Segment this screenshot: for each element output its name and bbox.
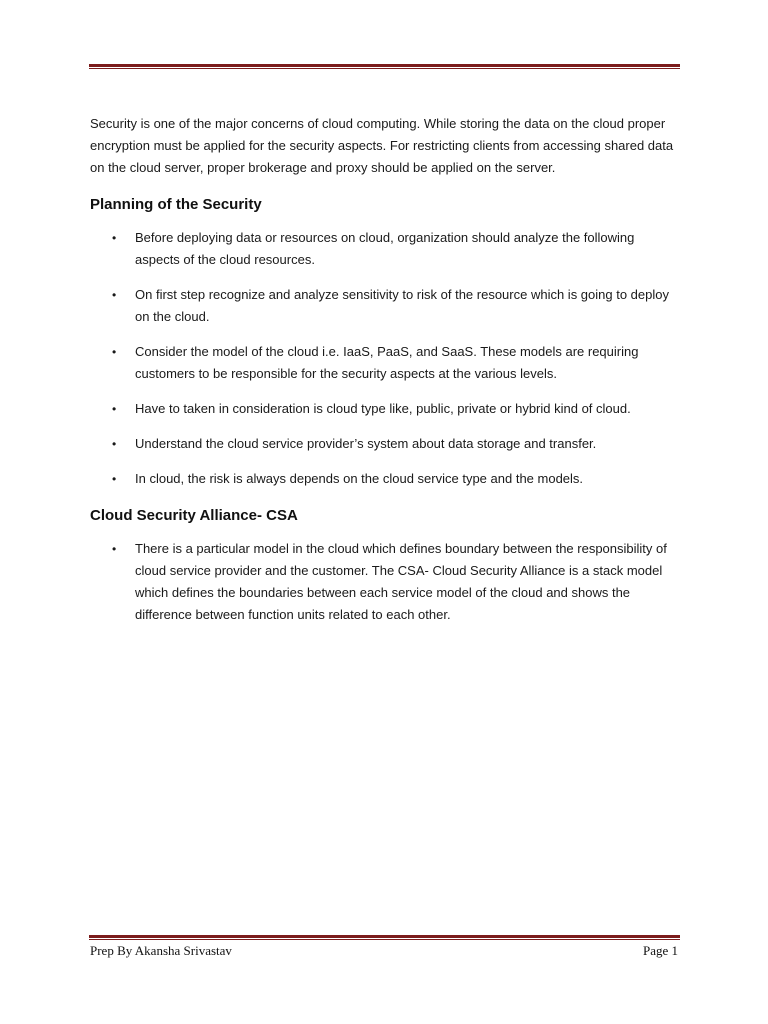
- bullet-icon: •: [112, 231, 117, 245]
- bullet-icon: •: [112, 402, 117, 416]
- bullet-icon: •: [112, 437, 117, 451]
- list-item: • Consider the model of the cloud i.e. IaaS, PaaS, and SaaS. These models are requiring customers to be responsible for the security aspects at the various levels.: [90, 341, 680, 385]
- page-content: [90, 113, 680, 639]
- list-item: • Understand the cloud service provider’s system about data storage and transfer.: [90, 433, 680, 455]
- bullet-icon: •: [112, 472, 117, 486]
- page-footer: [90, 943, 678, 959]
- header-rule: [89, 64, 680, 69]
- bullet-icon: •: [112, 542, 117, 556]
- list-item: • In cloud, the risk is always depends on the cloud service type and the models.: [90, 468, 680, 490]
- page-number: Page 1: [642, 943, 678, 958]
- footer-rule: [89, 935, 680, 940]
- section-heading-planning: Planning of the Security: [90, 196, 262, 213]
- list-item: • On first step recognize and analyze sensitivity to risk of the resource which is going to deploy on the cloud.: [90, 284, 680, 328]
- bullet-icon: •: [112, 288, 117, 302]
- section-heading-csa: Cloud Security Alliance- CSA: [90, 507, 298, 524]
- list-item: • Have to taken in consideration is cloud type like, public, private or hybrid kind of cloud.: [90, 398, 680, 420]
- csa-bullet-list: [90, 538, 680, 626]
- footer-author: Prep By Akansha Srivastav: [90, 943, 232, 958]
- list-item: • There is a particular model in the cloud which defines boundary between the responsibility of cloud service provider and the customer. The CSA- Cloud Security Alliance is a stack model which defines the boundaries between each service model of the cloud and shows the difference between function units related to each other.: [90, 538, 680, 626]
- intro-paragraph: Security is one of the major concerns of cloud computing. While storing the data on the cloud proper encryption must be applied for the security aspects. For restricting clients from accessing shared data on the cloud server, proper brokerage and proxy should be applied on the server.: [90, 116, 674, 175]
- bullet-icon: •: [112, 345, 117, 359]
- list-item: • Before deploying data or resources on cloud, organization should analyze the following aspects of the cloud resources.: [90, 227, 680, 271]
- planning-bullet-list: [90, 227, 680, 490]
